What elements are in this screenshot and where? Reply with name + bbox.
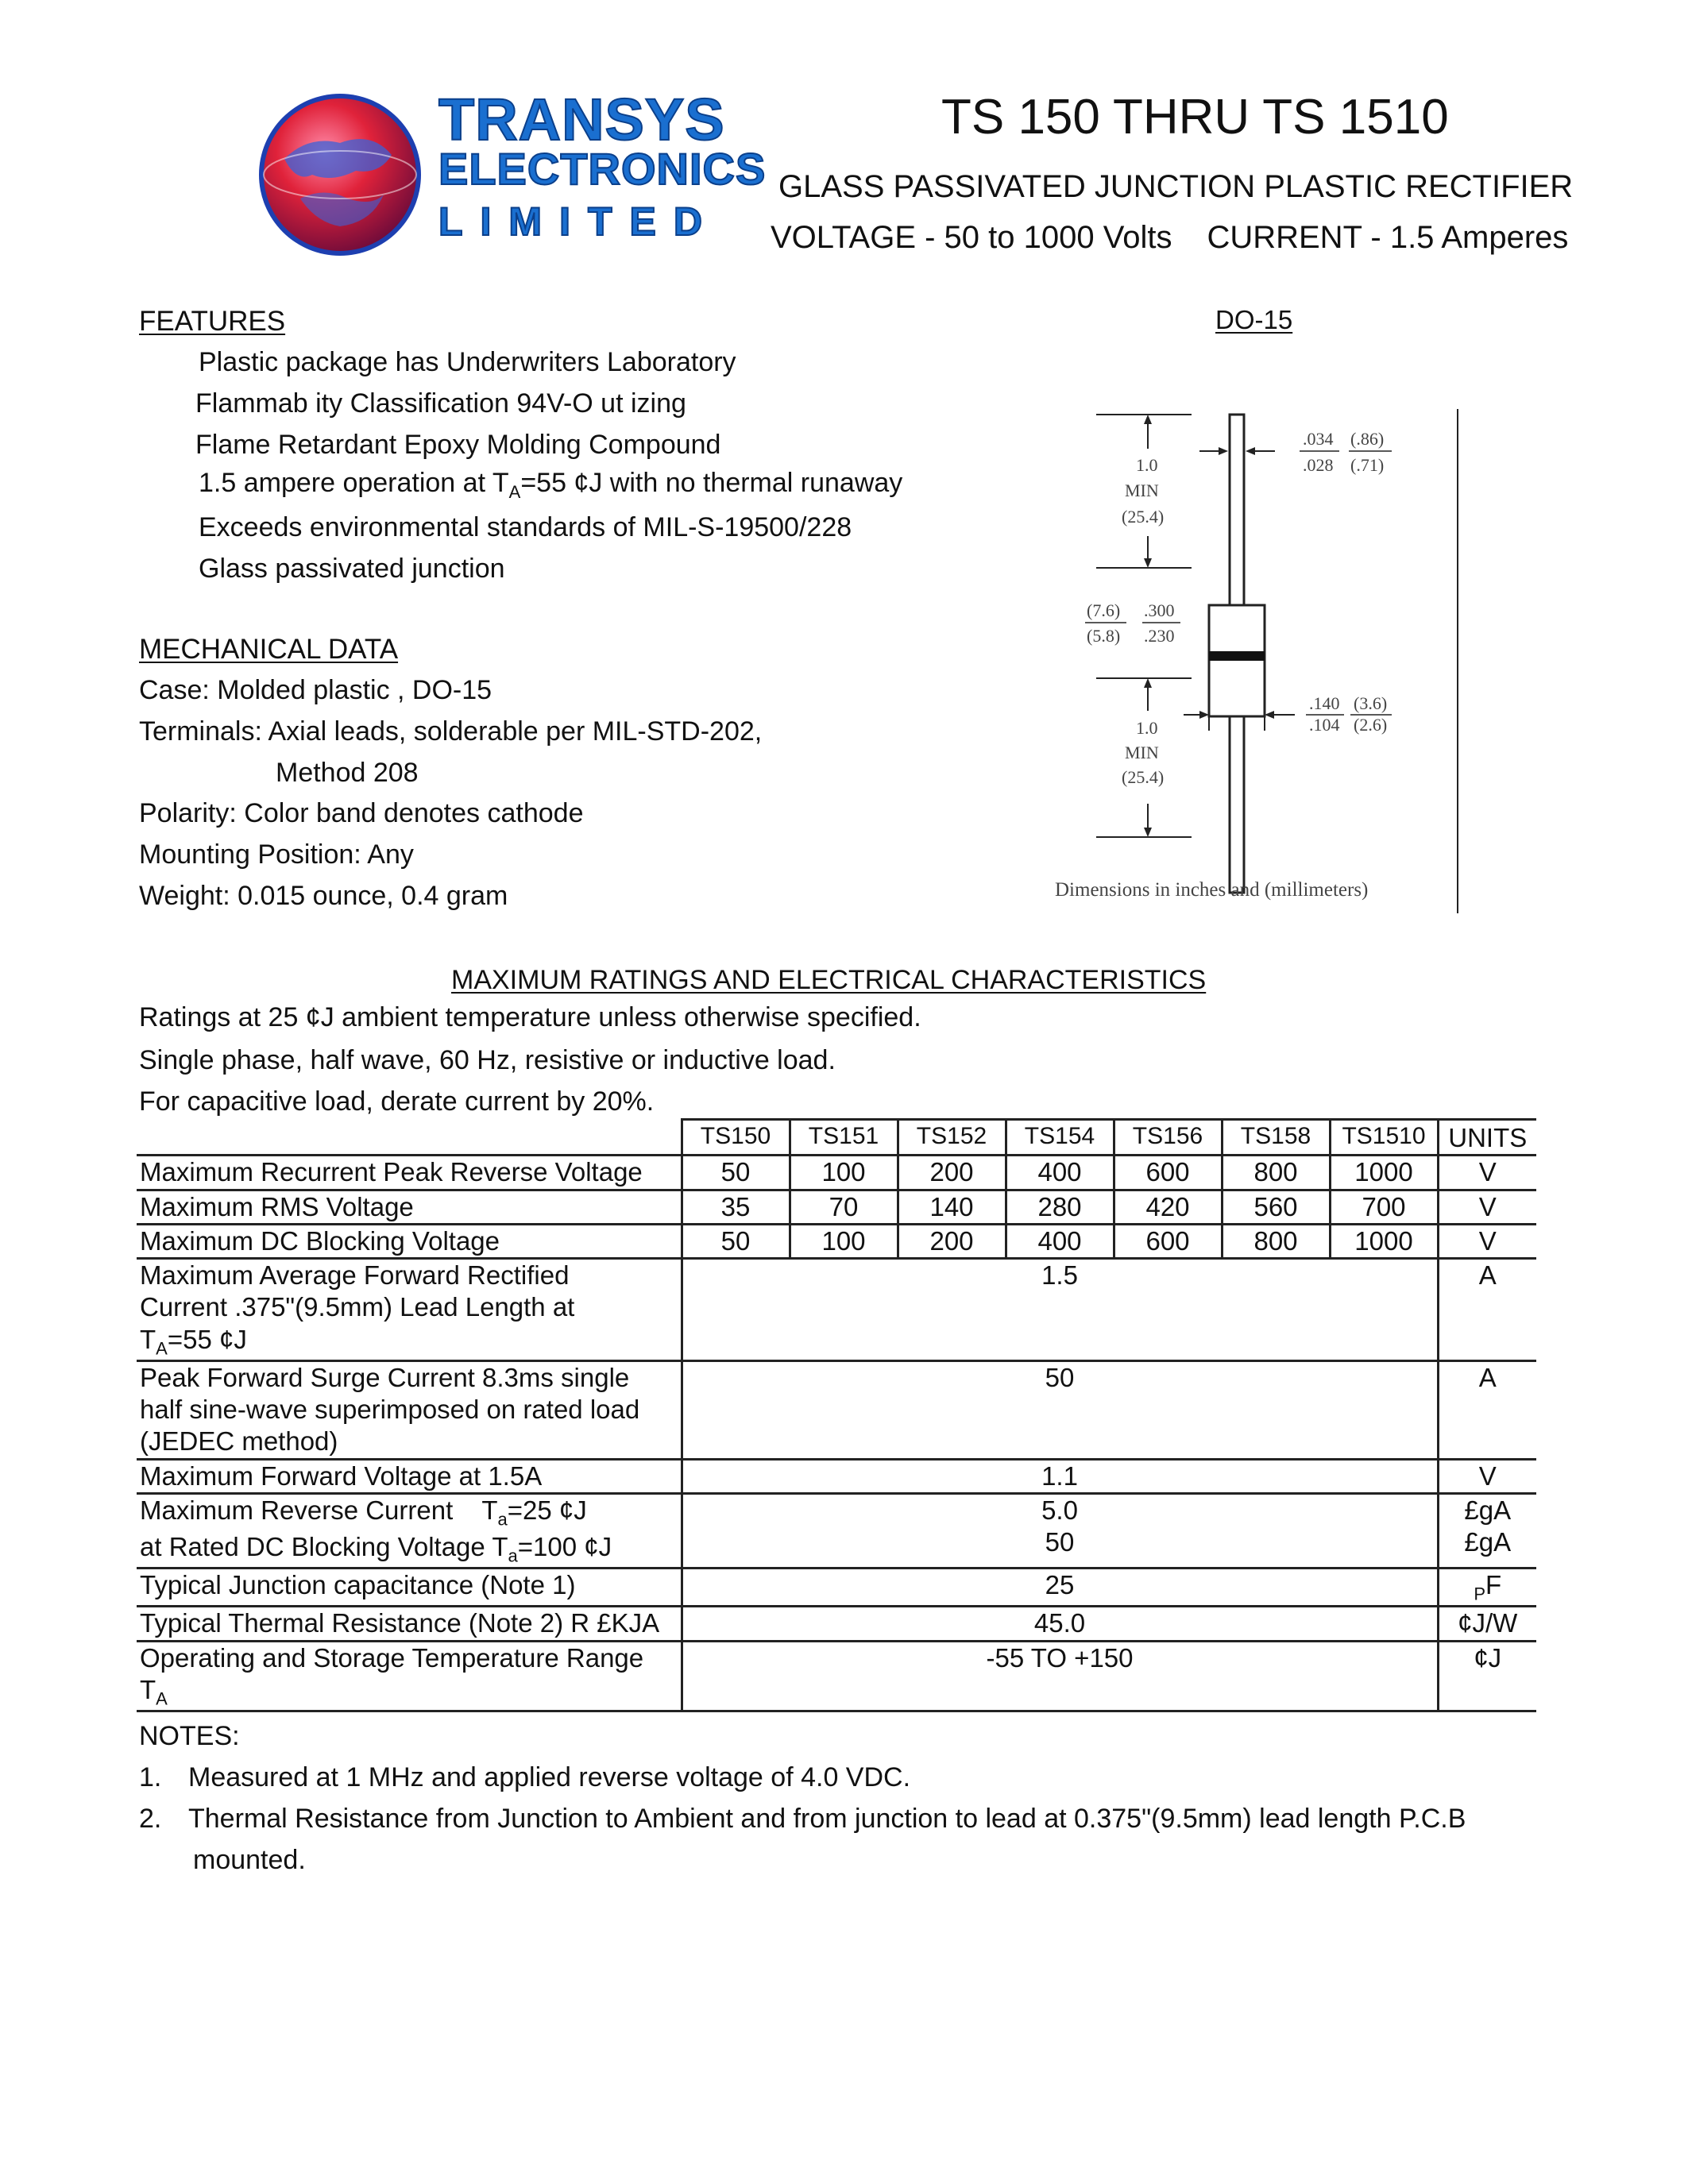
table-row: Maximum RMS Voltage 35 70 140 280 420 560 700 V [137,1190,1536,1224]
table-header-row [137,1120,1536,1156]
col-header: TS152 [898,1120,1006,1156]
dim-lower-min: MIN [1125,743,1159,762]
feature-item-ampere: 1.5 ampere operation at $T_A=55$ ¢J with no thermal runaway [199,468,903,502]
ratings-note-1: Ratings at 25 ¢J ambient temperature unless otherwise specified. [139,1002,921,1032]
table-row: Maximum Forward Voltage at 1.5A 1.1 V [137,1459,1536,1493]
table-row: Typical Thermal Resistance (Note 2) R £KJA 45.0 ¢J/W [137,1607,1536,1641]
dim-body-dia-in: .140 [1309,693,1340,713]
dim-body-in2: .230 [1144,626,1175,646]
dim-lead-mm: (.86) [1350,429,1385,449]
mech-terminals: Terminals: Axial leads, solderable per MIL-STD-202, [139,716,763,747]
table-row: Maximum DC Blocking Voltage 50 100 200 400 600 800 1000 V [137,1224,1536,1258]
cathode-band [1209,651,1265,661]
logo-text-transys: TRANSYS [438,87,725,152]
col-header: TS150 [682,1120,790,1156]
table-row: Maximum Recurrent Peak Reverse Voltage 50 100 200 400 600 800 1000 V [137,1156,1536,1190]
notes-heading: NOTES: [139,1721,240,1751]
lower-lead [1230,716,1244,893]
note-1: 1. Measured at 1 MHz and applied reverse voltage of 4.0 VDC. [139,1762,911,1792]
col-header: TS158 [1222,1120,1330,1156]
col-header: TS156 [1114,1120,1222,1156]
dim-body-mm: (7.6) [1087,600,1121,620]
col-header: TS1510 [1330,1120,1438,1156]
do15-package-diagram [1033,397,1493,937]
units-header: UNITS [1438,1120,1536,1156]
voltage-current-line [771,219,1568,256]
feature-item: Glass passivated junction [199,554,505,584]
note-2-continued: mounted. [193,1845,306,1875]
table-row: Peak Forward Surge Current 8.3ms single half sine-wave superimposed on rated load (JEDEC method) 50 A [137,1360,1536,1459]
page-title: TS 150 THRU TS 1510 [941,90,1449,145]
dim-upper-len-mm: (25.4) [1122,507,1165,527]
dim-body-in: .300 [1144,600,1175,620]
mech-case: Case: Molded plastic , DO-15 [139,675,492,705]
dim-lower-len-in: 1.0 [1136,718,1158,738]
table-row: Maximum Average Forward Rectified Current .375"(9.5mm) Lead Length at $T_A=55$ ¢J 1.5 A [137,1259,1536,1361]
ratings-note-3: For capacitive load, derate current by 20%. [139,1086,655,1117]
ratings-note-2: Single phase, half wave, 60 Hz, resistive or inductive load. [139,1045,836,1075]
current-rating: CURRENT - 1.5 Amperes [1207,220,1569,255]
dim-lower-len-mm: (25.4) [1122,767,1165,787]
dim-lead-mm2: (.71) [1350,455,1385,475]
mech-method: Method 208 [276,758,419,788]
feature-item: Flammab ity Classification 94V-O ut izing [195,388,686,419]
dim-body-dia-mm: (3.6) [1354,693,1388,713]
diagram-caption: Dimensions in inches and (millimeters) [1055,879,1369,901]
mech-mounting: Mounting Position: Any [139,839,414,870]
note-2: 2. Thermal Resistance from Junction to Ambient and from junction to lead at 0.375"(9.5mm) lead length P.C.B [139,1804,1466,1834]
dim-upper-len-in: 1.0 [1136,455,1158,475]
logo-globe-icon [253,87,427,262]
package-label: DO-15 [1215,305,1293,334]
mechanical-heading: MECHANICAL DATA [139,634,399,665]
mech-weight: Weight: 0.015 ounce, 0.4 gram [139,881,508,911]
table-row: Maximum Reverse Current $T_a=25$ ¢J at Rated DC Blocking Voltage $T_a=100$ ¢J 5.0 50 £gA £gA [137,1494,1536,1569]
features-heading: FEATURES [139,306,286,337]
dim-lead-in2: .028 [1303,455,1334,475]
dim-lead-in: .034 [1303,429,1334,449]
logo-text-electronics: ELECTRONICS [438,144,767,194]
logo-text-limited: LIMITED [438,199,720,244]
dim-body-dia-mm2: (2.6) [1354,715,1388,735]
col-header: TS154 [1006,1120,1114,1156]
table-row: Operating and Storage Temperature Range $T_A$ -55 TO +150 ¢J [137,1641,1536,1711]
table-row: Typical Junction capacitance (Note 1) 25 $_P$F [137,1569,1536,1607]
mech-polarity: Polarity: Color band denotes cathode [139,798,584,828]
ratings-title: MAXIMUM RATINGS AND ELECTRICAL CHARACTERISTICS [451,965,1207,995]
dim-body-mm2: (5.8) [1087,626,1121,646]
feature-item: Plastic package has Underwriters Laboratory [199,347,736,377]
col-header: TS151 [790,1120,898,1156]
ratings-table [137,1118,1536,1712]
upper-lead [1230,415,1244,605]
dim-body-dia-in2: .104 [1309,715,1340,735]
feature-item: Flame Retardant Epoxy Molding Compound [195,430,721,460]
notes-section [139,1715,1466,1881]
feature-item: Exceeds environmental standards of MIL-S-19500/228 [199,512,852,542]
voltage-range: VOLTAGE - 50 to 1000 Volts [771,220,1172,255]
dim-upper-min: MIN [1125,480,1159,500]
subtitle: GLASS PASSIVATED JUNCTION PLASTIC RECTIFIER [778,169,1574,204]
